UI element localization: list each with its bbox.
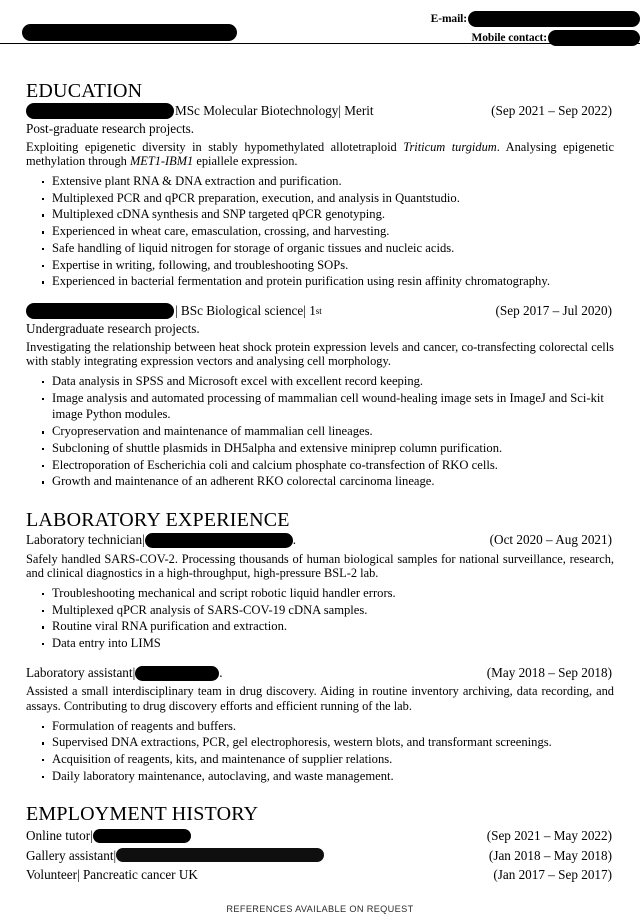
spacer <box>26 784 614 797</box>
list-item: Daily laboratory maintenance, autoclaving, and waste management. <box>42 768 614 785</box>
online-tutor-role-and-employer <box>26 826 191 845</box>
list-item: Subcloning of shuttle plasmids in DH5alpha and extensive miniprep column purification. <box>42 440 614 457</box>
lab-technician-dates: (Oct 2020 – Aug 2021) <box>489 532 612 548</box>
list-item: Supervised DNA extractions, PCR, gel electrophoresis, western blots, and transformant screenings. <box>42 734 614 751</box>
email-line <box>240 10 640 27</box>
msc-summary-gene: MET1-IBM1 <box>129 154 194 169</box>
employment-row-online-tutor <box>26 826 614 845</box>
mobile-label: Mobile contact: <box>471 31 547 44</box>
lab-assistant-dates: (May 2018 – Sep 2018) <box>486 664 612 680</box>
employment-row-gallery-assistant <box>26 846 614 865</box>
lab-assistant-summary: Assisted a small interdisciplinary team in drug discovery. Aiding in routine inventory archiving, data recording, and assays. Contributing to drug discovery efforts and efficient running of the lab. <box>26 684 614 713</box>
list-item: Multiplexed cDNA synthesis and SNP targeted qPCR genotyping. <box>42 206 614 223</box>
msc-dates: (Sep 2021 – Sep 2022) <box>491 103 612 118</box>
bsc-subheading: Undergraduate research projects. <box>26 320 200 336</box>
lab-technician-summary: Safely handled SARS-COV-2. Processing thousands of human biological samples for national surveillance, research, and clinical diagnostics in a high-throughput, high-pressure BSL-2 lab. <box>26 551 614 581</box>
section-title-laboratory-experience: LABORATORY EXPERIENCE <box>26 509 290 532</box>
list-item: Data analysis in SPSS and Microsoft excel with excellent record keeping. <box>42 373 614 390</box>
section-title-employment-history: EMPLOYMENT HISTORY <box>26 803 259 826</box>
section-title-education: EDUCATION <box>26 80 143 102</box>
list-item: Safe handling of liquid nitrogen for storage of organic tissues and nucleic acids. <box>42 240 614 257</box>
gallery-assistant-role-label: Gallery assistant| <box>26 847 117 863</box>
list-item: Expertise in writing, following, and troubleshooting SOPs. <box>42 257 614 274</box>
online-tutor-role-label: Online tutor| <box>26 828 93 844</box>
list-item: Extensive plant RNA & DNA extraction and purification. <box>42 173 614 190</box>
lab-assistant-trailing-period: . <box>219 664 223 680</box>
bsc-institution-redaction-bar <box>26 303 174 319</box>
msc-summary-part1: Exploiting epigenetic diversity in stably hypomethylated allotetraploid <box>26 139 404 154</box>
lab-assistant-employer-redaction-bar <box>135 666 219 681</box>
spacer <box>26 652 614 665</box>
education-bsc-header <box>26 303 614 320</box>
msc-bullet-list <box>26 173 614 290</box>
bsc-degree-label: | BSc Biological science| 1 <box>175 303 316 319</box>
volunteer-dates: (Jan 2017 – Sep 2017) <box>493 866 612 882</box>
list-item: Multiplexed PCR and qPCR preparation, execution, and analysis in Quantstudio. <box>42 190 614 207</box>
education-msc-header <box>26 103 614 120</box>
lab-assistant-role-and-employer <box>26 665 223 682</box>
list-item: Formulation of reagents and buffers. <box>42 718 614 735</box>
spacer <box>26 290 614 303</box>
volunteer-role-label: Volunteer| Pancreatic cancer UK <box>26 866 198 882</box>
msc-subheading: Post-graduate research projects. <box>26 120 195 136</box>
gallery-assistant-dates: (Jan 2018 – May 2018) <box>488 847 612 863</box>
lab-assistant-role-label: Laboratory assistant| <box>26 664 136 680</box>
list-item: Image analysis and automated processing of mammalian cell wound-healing image sets in ImageJ and Sci-kit image Python modules. <box>42 390 614 423</box>
lab-technician-trailing-period: . <box>292 532 297 548</box>
list-item: Electroporation of Escherichia coli and calcium phosphate co-transfection of RKO cells. <box>42 457 614 474</box>
msc-institution-and-degree <box>26 103 374 120</box>
msc-summary-part3: epiallele expression. <box>193 154 298 169</box>
lab-technician-header <box>26 532 614 549</box>
msc-degree-label: MSc Molecular Biotechnology| Merit <box>175 103 374 118</box>
bsc-institution-and-degree <box>26 303 322 320</box>
msc-institution-redaction-bar <box>26 103 174 119</box>
list-item: Experienced in bacterial fermentation and protein purification using resin affinity chromatography. <box>42 273 614 290</box>
list-item: Routine viral RNA purification and extraction. <box>42 618 614 635</box>
online-tutor-dates: (Sep 2021 – May 2022) <box>486 828 612 844</box>
lab-technician-bullet-list <box>26 585 614 652</box>
list-item: Troubleshooting mechanical and script robotic liquid handler errors. <box>42 585 614 602</box>
bsc-bullet-list <box>26 373 614 490</box>
lab-assistant-bullet-list <box>26 718 614 785</box>
lab-technician-role-label: Laboratory technician| <box>26 532 145 548</box>
email-label: E-mail: <box>430 12 467 25</box>
bsc-dates: (Sep 2017 – Jul 2020) <box>495 303 612 319</box>
gallery-assistant-employer-redaction-bar <box>116 848 324 862</box>
bsc-degree-ordinal-suffix: st <box>315 305 322 316</box>
volunteer-role-and-org <box>26 865 198 884</box>
list-item: Experienced in wheat care, emasculation, crossing, and harvesting. <box>42 223 614 240</box>
list-item: Acquisition of reagents, kits, and maintenance of supplier relations. <box>42 751 614 768</box>
bsc-summary: Investigating the relationship between heat shock protein expression levels and cancer, co-transfecting colorectal cells with stably integrating expression vectors and analysing cell morphology. <box>26 339 614 369</box>
lab-technician-role-and-employer <box>26 532 296 549</box>
spacer <box>26 490 614 503</box>
list-item: Growth and maintenance of an adherent RKO colorectal carcinoma lineage. <box>42 473 614 490</box>
list-item: Data entry into LIMS <box>42 635 614 652</box>
msc-summary-part2: . Analysing epigenetic methylation through <box>26 139 614 169</box>
header-divider-rule <box>0 43 640 44</box>
list-item: Multiplexed qPCR analysis of SARS-COV-19 cDNA samples. <box>42 602 614 619</box>
cv-header <box>26 0 614 74</box>
email-redaction-bar <box>468 11 640 27</box>
employment-row-volunteer <box>26 865 614 884</box>
list-item: Cryopreservation and maintenance of mammalian cell lineages. <box>42 423 614 440</box>
name-redaction-bar <box>22 24 237 41</box>
gallery-assistant-role-and-employer <box>26 846 324 865</box>
msc-summary <box>26 140 614 169</box>
online-tutor-employer-redaction-bar <box>93 829 191 843</box>
lab-technician-employer-redaction-bar <box>145 533 293 548</box>
msc-summary-species: Triticum turgidum <box>403 139 497 154</box>
lab-assistant-header <box>26 665 614 682</box>
references-footer: REFERENCES AVAILABLE ON REQUEST <box>226 903 414 914</box>
